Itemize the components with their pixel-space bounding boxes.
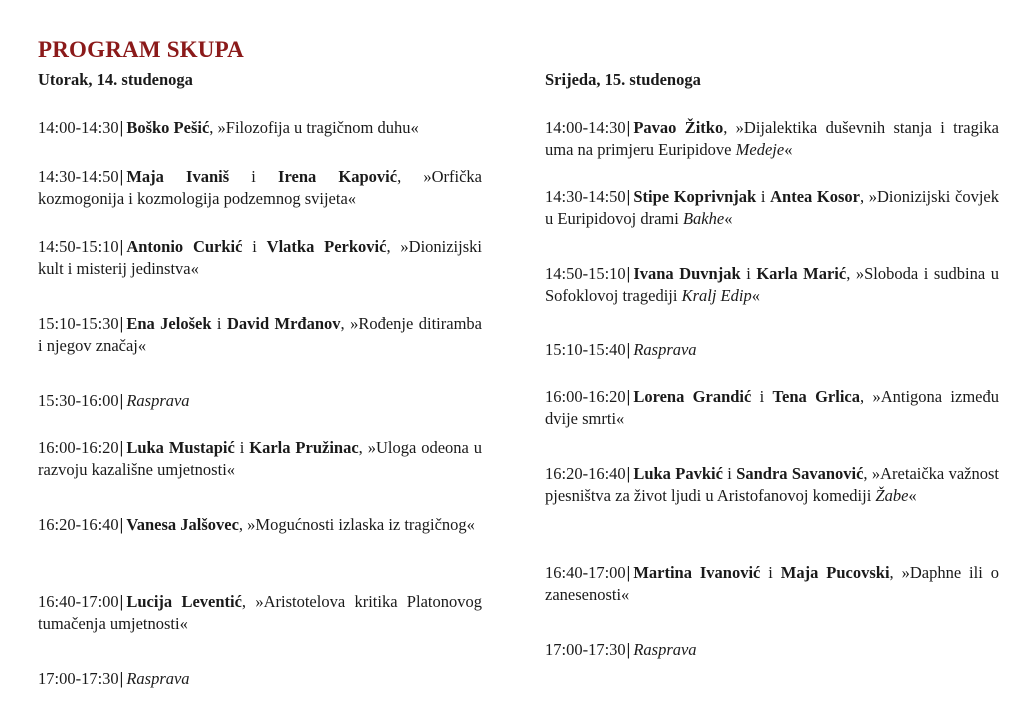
speaker-name: Boško Pešić <box>126 118 210 137</box>
talk-title: , »Aristotelova kritika Platonovog tumačenja umjetnosti« <box>38 592 482 633</box>
time-separator: | <box>119 118 124 137</box>
time-separator: | <box>626 264 631 283</box>
speaker-name: Antonio Curkić <box>126 237 243 256</box>
schedule-entry <box>545 562 999 606</box>
schedule-entry <box>545 186 999 230</box>
speaker-name: Lorena Grandić <box>633 387 752 406</box>
schedule-entry <box>545 117 999 161</box>
time-separator: | <box>119 237 124 256</box>
talk-title-close: « <box>908 486 917 505</box>
entry-time: 14:30-14:50 <box>38 167 119 186</box>
speaker-name: Martina Ivanović <box>633 563 761 582</box>
talk-title: , »Rođenje ditiramba i njegov značaj« <box>38 314 482 355</box>
schedule-entry <box>545 639 999 661</box>
talk-title: , »Antigona između dvije smrti« <box>545 387 999 428</box>
speaker-name: Vanesa Jalšovec <box>126 515 239 534</box>
entry-time: 15:30-16:00 <box>38 391 119 410</box>
entry-time: 16:20-16:40 <box>545 464 626 483</box>
speaker-name: Stipe Koprivnjak <box>633 187 757 206</box>
schedule-entry <box>38 514 482 536</box>
work-title: Kralj Edip <box>681 286 752 305</box>
entry-time: 15:10-15:30 <box>38 314 119 333</box>
talk-title: , »Sloboda i sudbina u Sofoklovoj tragediji <box>545 264 999 305</box>
talk-title: , »Dionizijski kult i misterij jedinstva« <box>38 237 482 278</box>
schedule-entry <box>545 463 999 507</box>
schedule-entry <box>545 263 999 307</box>
entry-time: 16:40-17:00 <box>38 592 119 611</box>
day-heading: Utorak, 14. studenoga <box>38 70 193 89</box>
time-separator: | <box>626 118 631 137</box>
schedule-entry <box>38 117 482 139</box>
talk-title: , »Dionizijski čovjek u Euripidovoj drami <box>545 187 999 228</box>
schedule-entry <box>545 386 999 430</box>
time-separator: | <box>119 515 124 534</box>
time-separator: | <box>626 640 631 659</box>
entry-time: 14:50-15:10 <box>38 237 119 256</box>
entry-note: Rasprava <box>633 640 697 659</box>
talk-title: , »Mogućnosti izlaska iz tragičnog« <box>238 515 475 534</box>
speaker-name: Lucija Leventić <box>126 592 242 611</box>
time-separator: | <box>119 167 124 186</box>
time-separator: | <box>626 563 631 582</box>
entry-time: 17:00-17:30 <box>38 669 119 688</box>
speaker-name: Vlatka Perković <box>266 237 387 256</box>
entry-time: 16:20-16:40 <box>38 515 119 534</box>
talk-title-close: « <box>724 209 733 228</box>
time-separator: | <box>119 438 124 457</box>
schedule-entry <box>38 166 482 210</box>
entry-time: 16:00-16:20 <box>545 387 626 406</box>
entry-time: 14:00-14:30 <box>545 118 626 137</box>
speaker-name: Tena Grlica <box>772 387 861 406</box>
conjunction: i <box>234 438 250 457</box>
time-separator: | <box>626 187 631 206</box>
work-title: Žabe <box>875 486 909 505</box>
day-heading: Srijeda, 15. studenoga <box>545 70 701 89</box>
schedule-entry <box>38 390 482 412</box>
conjunction: i <box>722 464 737 483</box>
entry-note: Rasprava <box>633 340 697 359</box>
speaker-name: Antea Kosor <box>770 187 860 206</box>
conjunction: i <box>756 187 771 206</box>
talk-title-close: « <box>784 140 793 159</box>
entry-note: Rasprava <box>126 669 190 688</box>
speaker-name: David Mrđanov <box>226 314 341 333</box>
schedule-entry <box>38 437 482 481</box>
speaker-name: Luka Mustapić <box>126 438 235 457</box>
schedule-entry <box>545 339 999 361</box>
entry-time: 14:50-15:10 <box>545 264 626 283</box>
conjunction: i <box>229 167 279 186</box>
speaker-name: Ena Jelošek <box>126 314 212 333</box>
entry-time: 17:00-17:30 <box>545 640 626 659</box>
conjunction: i <box>740 264 757 283</box>
time-separator: | <box>119 314 124 333</box>
entry-time: 15:10-15:40 <box>545 340 626 359</box>
time-separator: | <box>626 387 631 406</box>
talk-title: , »Uloga odeona u razvoju kazališne umjetnosti« <box>38 438 483 479</box>
speaker-name: Pavao Žitko <box>633 118 724 137</box>
time-separator: | <box>119 391 124 410</box>
speaker-name: Karla Pružinac <box>249 438 359 457</box>
talk-title: , »Dijalektika duševnih stanja i tragika uma na primjeru Euripidove <box>545 118 999 159</box>
speaker-name: Karla Marić <box>756 264 847 283</box>
speaker-name: Maja Ivaniš <box>126 167 230 186</box>
conjunction: i <box>760 563 781 582</box>
schedule-entry <box>38 591 482 635</box>
entry-time: 14:30-14:50 <box>545 187 626 206</box>
entry-time: 16:00-16:20 <box>38 438 119 457</box>
conjunction: i <box>242 237 267 256</box>
work-title: Medeje <box>735 140 785 159</box>
talk-title: , »Orfička kozmogonija i kozmologija podzemnog svijeta« <box>38 167 482 208</box>
talk-title-close: « <box>751 286 760 305</box>
talk-title: , »Daphne ili o zanesenosti« <box>545 563 999 604</box>
time-separator: | <box>119 592 124 611</box>
entry-time: 14:00-14:30 <box>38 118 119 137</box>
talk-title: , »Filozofija u tragičnom duhu« <box>209 118 419 137</box>
entry-note: Rasprava <box>126 391 190 410</box>
speaker-name: Irena Kapović <box>278 167 398 186</box>
schedule-entry <box>38 313 482 357</box>
speaker-name: Sandra Savanović <box>736 464 864 483</box>
entry-time: 16:40-17:00 <box>545 563 626 582</box>
conjunction: i <box>751 387 773 406</box>
speaker-name: Luka Pavkić <box>633 464 723 483</box>
conjunction: i <box>211 314 227 333</box>
page-title: PROGRAM SKUPA <box>38 37 244 62</box>
time-separator: | <box>119 669 124 688</box>
schedule-entry <box>38 668 482 690</box>
time-separator: | <box>626 340 631 359</box>
speaker-name: Maja Pucovski <box>780 563 890 582</box>
time-separator: | <box>626 464 631 483</box>
talk-title: , »Aretaička važnost pjesništva za život ljudi u Aristofanovoj komediji <box>545 464 999 505</box>
speaker-name: Ivana Duvnjak <box>633 264 741 283</box>
schedule-entry <box>38 236 482 280</box>
work-title: Bakhe <box>682 209 725 228</box>
